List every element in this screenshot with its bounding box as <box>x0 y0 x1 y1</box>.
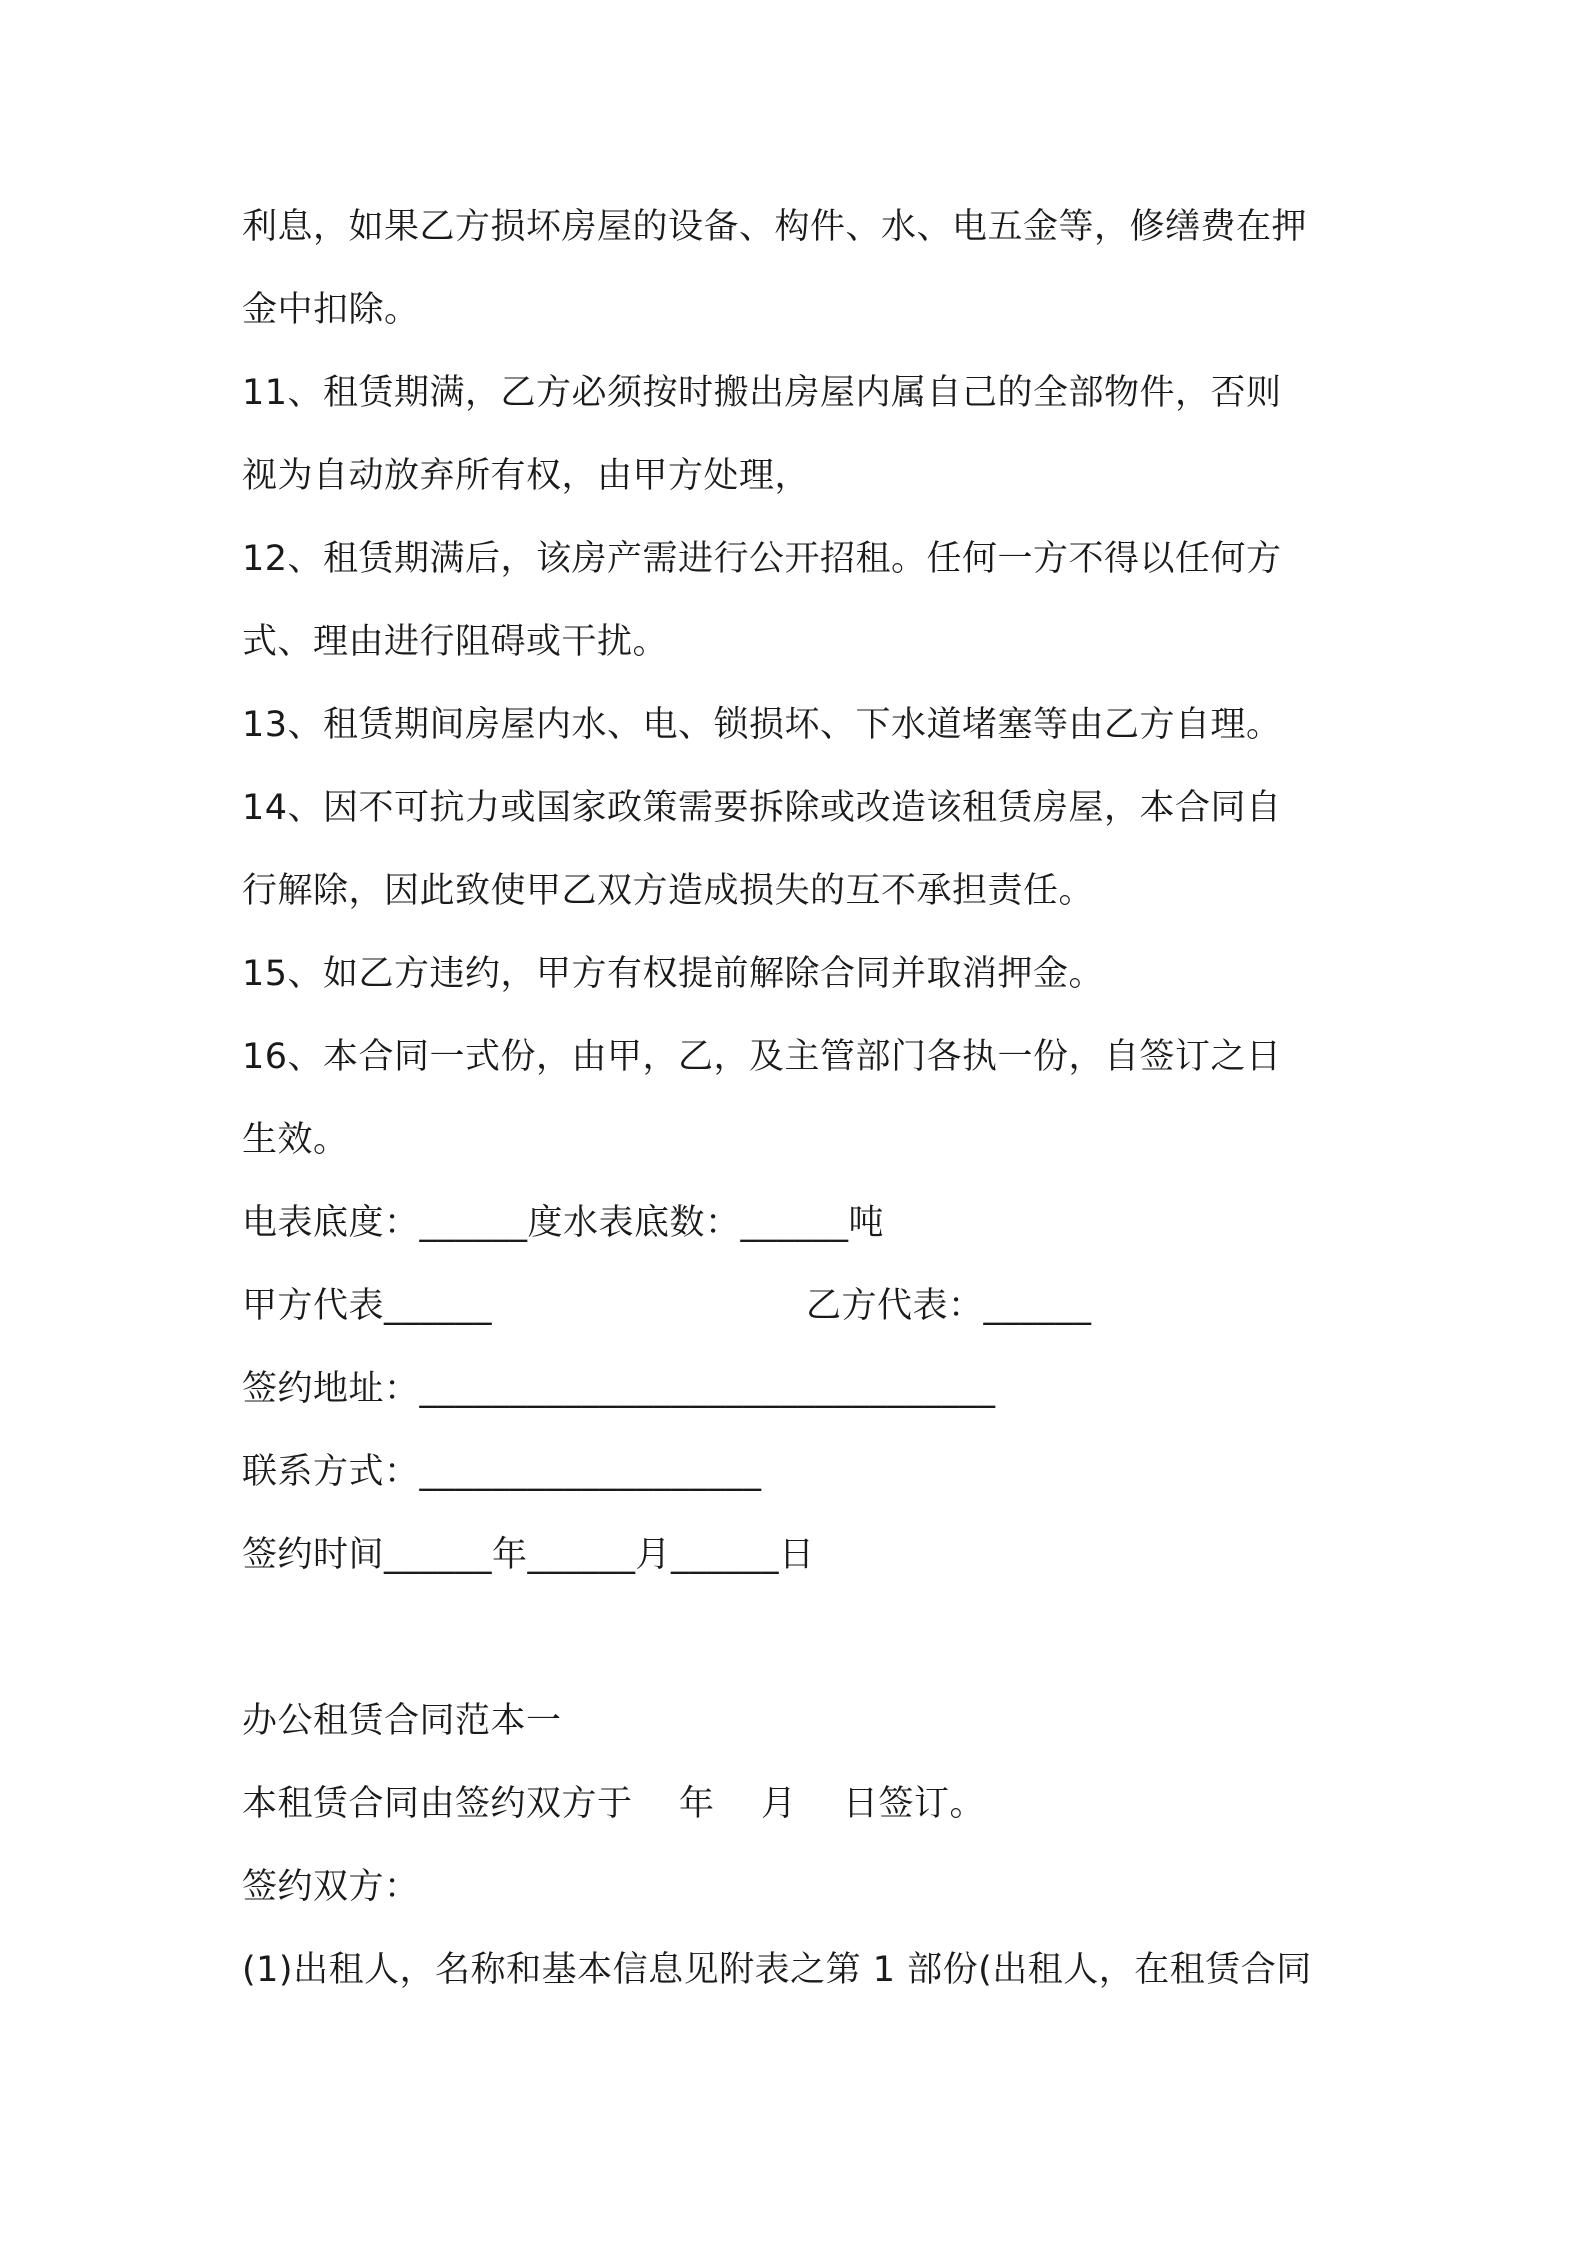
paragraph-line: 金中扣除。 <box>242 290 420 330</box>
paragraph-line: 利息，如果乙方损坏房屋的设备、构件、水、电五金等，修缮费在押 <box>242 207 1308 247</box>
signing-date-line: 签约时间______年______月______日 <box>242 1535 815 1575</box>
clause-14-line: 14、因不可抗力或国家政策需要拆除或改造该租赁房屋，本合同自 <box>242 788 1282 828</box>
party-a-representative: 甲方代表______ <box>242 1286 493 1326</box>
party-b-representative: 乙方代表：______ <box>806 1286 1092 1326</box>
paragraph-line: 本租赁合同由签约双方于 年 月 日签订。 <box>242 1784 986 1824</box>
clause-16-line: 16、本合同一式份，由甲，乙，及主管部门各执一份，自签订之日 <box>242 1037 1282 1077</box>
paragraph-line: 行解除，因此致使甲乙双方造成损失的互不承担责任。 <box>242 871 1095 911</box>
paragraph-line: 式、理由进行阻碍或干扰。 <box>242 622 669 662</box>
paragraph-line: (1)出租人，名称和基本信息见附表之第 1 部份(出租人，在租赁合同 <box>242 1950 1312 1990</box>
paragraph-line: 生效。 <box>242 1120 349 1160</box>
paragraph-line: 视为自动放弃所有权，由甲方处理， <box>242 456 811 496</box>
clause-13-line: 13、租赁期间房屋内水、电、锁损坏、下水道堵塞等由乙方自理。 <box>242 705 1282 745</box>
clause-12-line: 12、租赁期满后，该房产需进行公开招租。任何一方不得以任何方 <box>242 539 1282 579</box>
section-title: 办公租赁合同范本一 <box>242 1701 562 1741</box>
paragraph-line: 签约双方： <box>242 1867 420 1907</box>
clause-11-line: 11、租赁期满，乙方必须按时搬出房屋内属自己的全部物件，否则 <box>242 373 1282 413</box>
clause-15-line: 15、如乙方违约，甲方有权提前解除合同并取消押金。 <box>242 954 1105 994</box>
signing-address-line: 签约地址：________________________________ <box>242 1369 996 1409</box>
contact-line: 联系方式：___________________ <box>242 1452 762 1492</box>
meter-reading-line: 电表底度：______度水表底数：______吨 <box>242 1203 885 1243</box>
